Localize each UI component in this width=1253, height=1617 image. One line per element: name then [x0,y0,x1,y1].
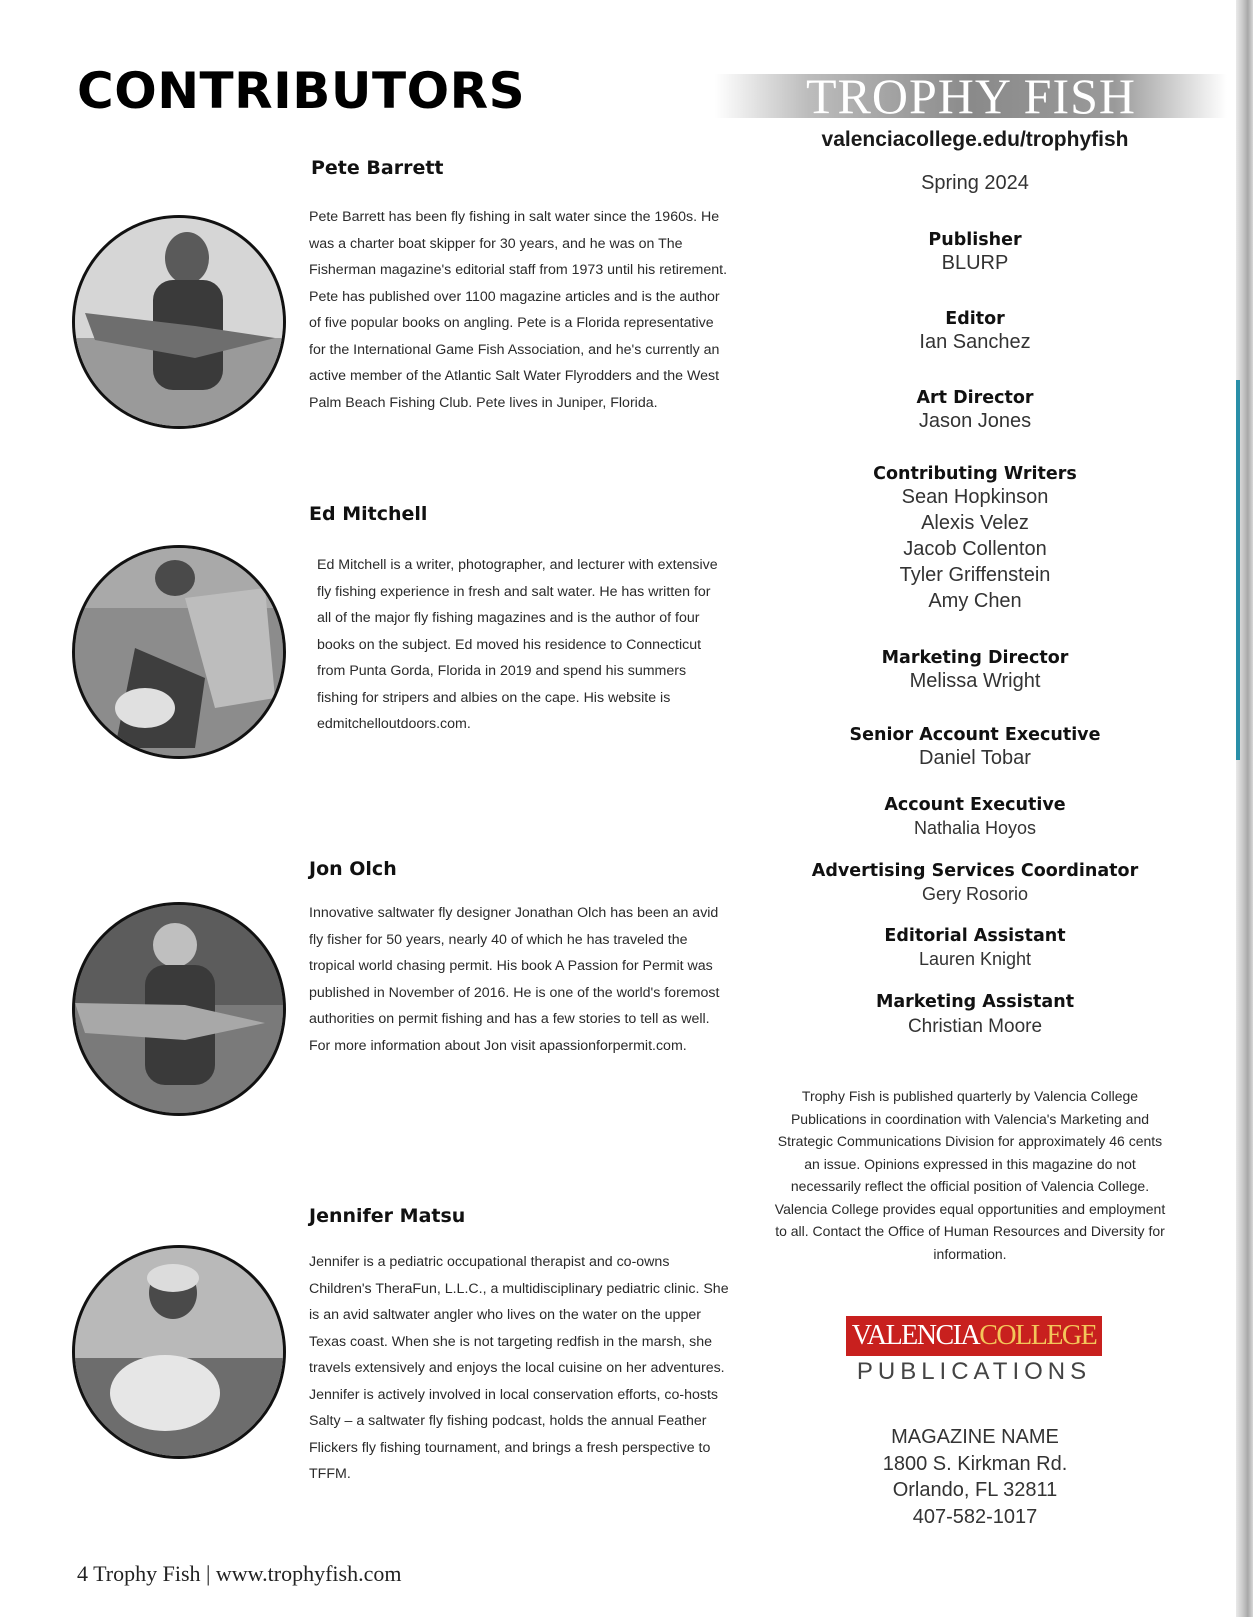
contributor-name: Jennifer Matsu [309,1205,466,1227]
contributor-bio: Ed Mitchell is a writer, photographer, and lecturer with extensive fly fishing experience in fresh and salt water. He has written for all of the major fly fishing magazines and is the author of four books on the subject. Ed moved his residence to Connecticut from Punta Gorda, Florida in 2019 and spend his summers fishing for stripers and albies on the cape. His website is edmitchelloutdoors.com. [317,557,718,732]
masthead-person: Jason Jones [918,410,1032,432]
masthead-person: Melissa Wright [909,670,1041,692]
masthead-role: Editor [945,309,1005,329]
masthead-role: Advertising Services Coordinator [811,861,1139,881]
masthead-person: Amy Chen [928,590,1022,612]
masthead-role: Editorial Assistant [884,926,1066,946]
masthead-season: Spring 2024 [921,172,1029,194]
masthead-role-block [760,725,1190,771]
contributor-name: Jon Olch [309,858,397,880]
publication-legal-notice: Trophy Fish is published quarterly by Valencia College Publications in coordination with Valencia's Marketing and Strategic Communications Division for approximately 46 cents an issue. Opinions expressed in this magazine do not necessarily reflect the official position of Valencia College. Valencia College provides equal opportunities and employment to all. Contact the Office of Human Resources and Diversity for information. [774,1088,1166,1262]
masthead-role-block [760,795,1190,841]
masthead-role: Account Executive [884,795,1066,815]
contributor-bio: Jennifer is a pediatric occupational therapist and co-owns Children's TheraFun, L.L.C., a multidisciplinary pediatric clinic. She is an avid saltwater angler who lives on the water on the upper Texas coast. When she is not targeting redfish in the marsh, she travels extensively and enjoys the local cuisine on her adventures. Jennifer is actively involved in local conservation efforts, co-hosts Salty – a saltwater fly fishing podcast, holds the annual Feather Flickers fly fishing tournament, and brings a fresh perspective to TFFM. [309,1254,729,1482]
contributor-photo [72,1245,286,1459]
masthead-person: Gery Rosorio [921,884,1029,904]
masthead-role-block [760,464,1190,614]
masthead-person: Daniel Tobar [919,747,1031,769]
page-edge-accent [1236,380,1240,760]
logo-word-college: COLLEGE [979,1320,1097,1351]
mailing-address [800,1424,1150,1530]
masthead-person: BLURP [941,252,1009,274]
address-line: MAGAZINE NAME [891,1426,1059,1448]
masthead-person: Sean Hopkinson [901,486,1049,508]
masthead-role-block [760,861,1190,907]
masthead-role: Art Director [916,388,1034,408]
masthead-url[interactable]: valenciacollege.edu/trophyfish [821,128,1129,151]
masthead-person: Jacob Collenton [903,538,1047,560]
logo-publications-label: PUBLICATIONS [856,1358,1092,1385]
masthead-person: Christian Moore [907,1016,1043,1037]
address-phone[interactable]: 407-582-1017 [912,1505,1038,1528]
masthead-role: Contributing Writers [873,464,1077,484]
masthead-role: Publisher [928,230,1022,250]
contributor-bio: Pete Barrett has been fly fishing in salt water since the 1960s. He was a charter boat skipper for 30 years, and he was on The Fisherman magazine's editorial staff from 1973 until his retirement. Pete has published over 1100 magazine articles and is the author of five popular books on angling. Pete is a Florida representative for the International Game Fish Association, and he's currently an active member of the Atlantic Salt Water Flyrodders and the West Palm Beach Fishing Club. Pete lives in Juniper, Florida. [309,209,728,411]
contributor-photo [72,215,286,429]
logo-word-valencia: VALENCIA [851,1320,980,1351]
masthead-role-block [760,388,1190,434]
page-footer: 4 Trophy Fish | www.trophyfish.com [77,1561,402,1586]
masthead-role-block [760,992,1190,1040]
masthead-role-block [760,230,1190,276]
address-line: Orlando, FL 32811 [892,1479,1058,1501]
page-edge-strip [1236,0,1253,1617]
masthead-staff-list [760,172,1190,1052]
contributor-name: Ed Mitchell [309,503,428,525]
masthead-role: Marketing Director [881,648,1069,668]
valencia-college-logo [846,1316,1102,1356]
masthead-person: Nathalia Hoyos [913,818,1037,838]
masthead-person: Lauren Knight [918,949,1032,969]
address-line: 1800 S. Kirkman Rd. [882,1452,1068,1475]
masthead-role-block [760,926,1190,972]
masthead-person: Tyler Griffenstein [899,564,1051,586]
page-title: CONTRIBUTORS [77,62,526,120]
masthead-role: Marketing Assistant [875,992,1075,1012]
masthead-logo-text: TROPHY FISH [805,68,1137,124]
contributor-name: Pete Barrett [311,157,444,179]
contributor-photo [72,545,286,759]
masthead-role: Senior Account Executive [849,725,1101,745]
masthead-role-block [760,309,1190,355]
masthead-person: Ian Sanchez [919,331,1031,353]
masthead-person: Alexis Velez [921,512,1029,534]
contributor-bio: Innovative saltwater fly designer Jonathan Olch has been an avid fly fisher for 50 years, nearly 40 of which he has traveled the tropical world chasing permit. His book A Passion for Permit was published in November of 2016. He is one of the world's foremost authorities on permit fishing and has a few stories to tell as well. For more information about Jon visit apassionforpermit.com. [309,905,720,1054]
contributor-photo [72,902,286,1116]
masthead-role-block [760,648,1190,694]
